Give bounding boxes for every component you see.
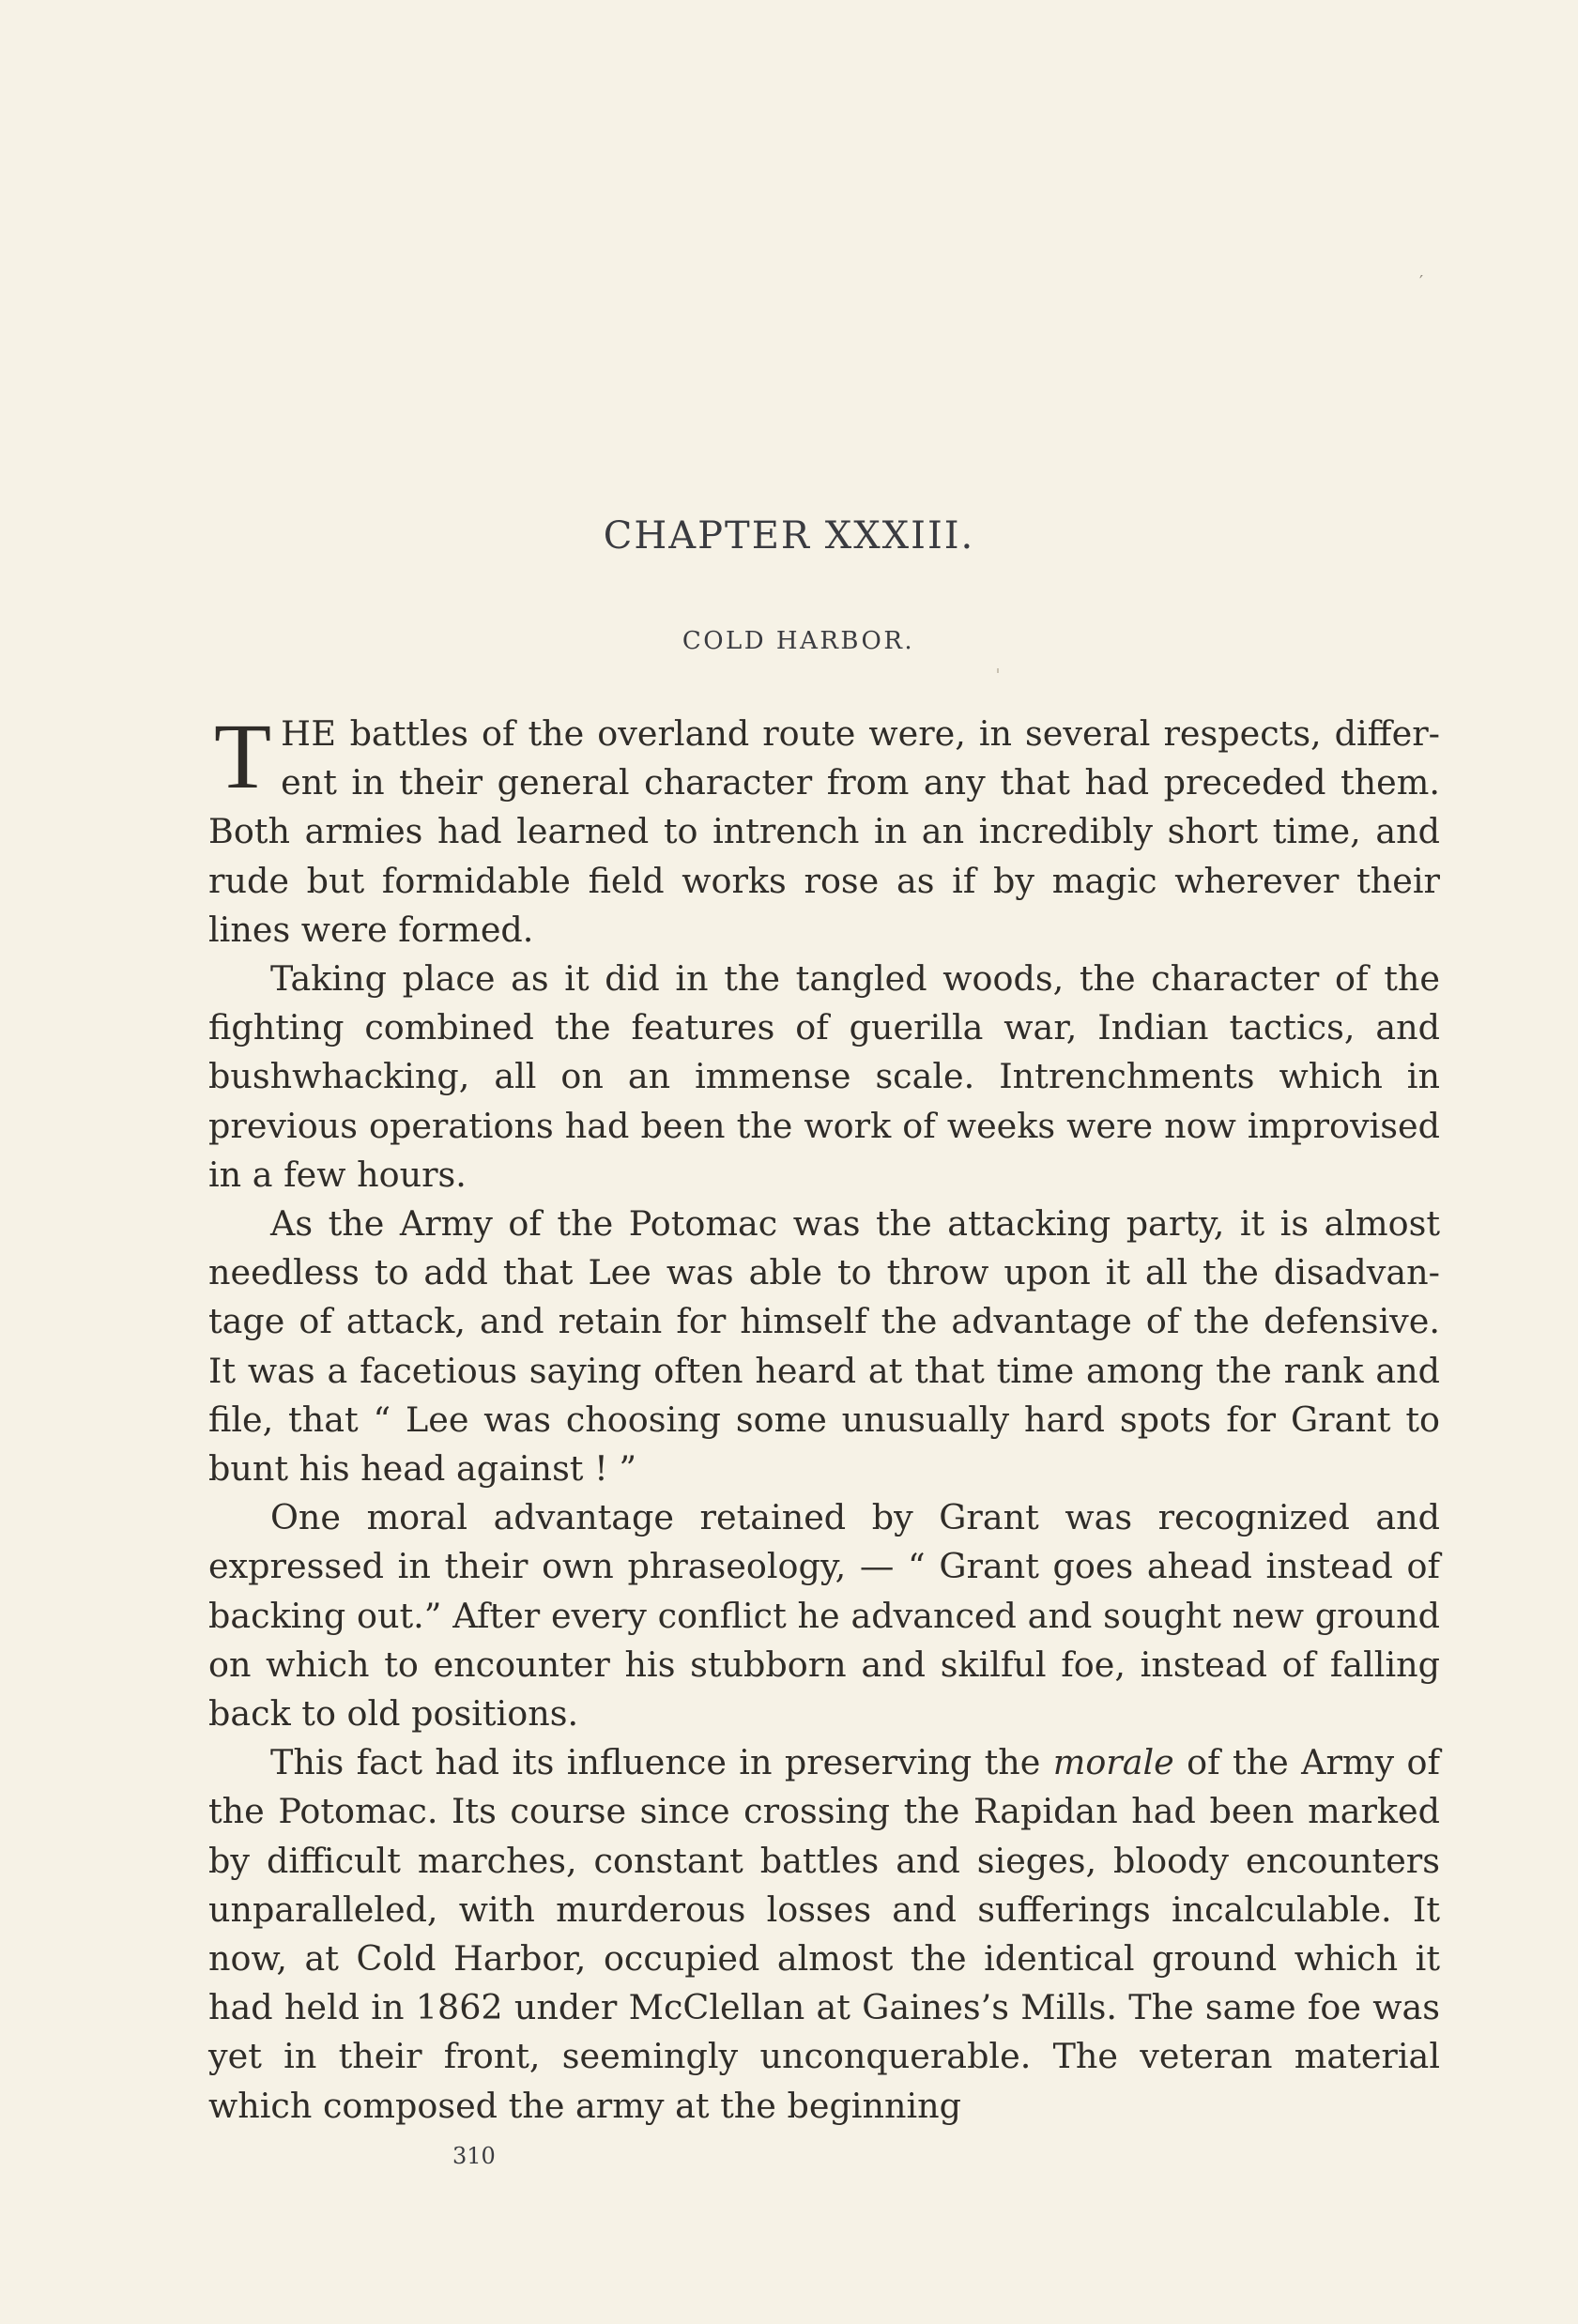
page-number: 310 [452,2143,496,2169]
drop-cap: T [214,704,272,808]
paragraph-1-text: battles of the overland route were, in several respects, different in their general character from any that had preceded them. Both armies had learned to intrench in an incredibly short time, and rude but formidable field works rose as if by magic wherever their lines were formed. [208,713,1440,950]
margin-mark: ′ [1419,272,1424,292]
paragraph-5-text-b: of the Army of the Potomac. Its course since crossing the Rapidan had been marked by difficult marches, constant battles and sieges, bloody encounters unparalleled, with murderous losses and sufferings incalculable. It now, at Cold Harbor, occupied almost the identical ground which it had held in 1862 under McClellan at Gaines’s Mills. The same foe was yet in their front, seemingly unconquerable. The veteran material which composed the army at the beginning [208,1742,1440,2126]
paragraph-1 [208,704,1440,955]
paragraph-5-text-a: This fact had its influence in preserving the [270,1742,1053,1783]
chapter-heading: CHAPTER XXXIII. [603,514,975,558]
paragraph-4: One moral advantage retained by Grant was recognized and expressed in their own phraseology, — “ Grant goes ahead instead of backing out.” After every conflict he advanced and sought new ground on which to encounter his stubborn and skilful foe, instead of falling back to old positions. [208,1497,1440,1735]
paragraph-3: As the Army of the Potomac was the attacking party, it is almost needless to add that Lee was able to throw upon it all the disadvantage of attack, and retain for himself the advantage of the defensive. It was a facetious saying often heard at that time among the rank and file, that “ Lee was choosing some unusually hard spots for Grant to bunt his head against ! ” [208,1203,1440,1490]
chapter-subtitle: COLD HARBOR. [682,627,915,655]
morale-italic: morale [1052,1742,1174,1783]
faint-mark [997,668,999,673]
paragraph-2: Taking place as it did in the tangled woods, the character of the fighting combined the features of guerilla war, Indian tactics, and bushwhacking, all on an immense scale. Intrenchments which in previous operations had been the work of weeks were now improvised in a few hours. [208,958,1440,1195]
paragraph-1-lead: HE [281,713,337,754]
paragraph-5 [208,1738,1440,2131]
chapter-body [208,704,1440,2131]
